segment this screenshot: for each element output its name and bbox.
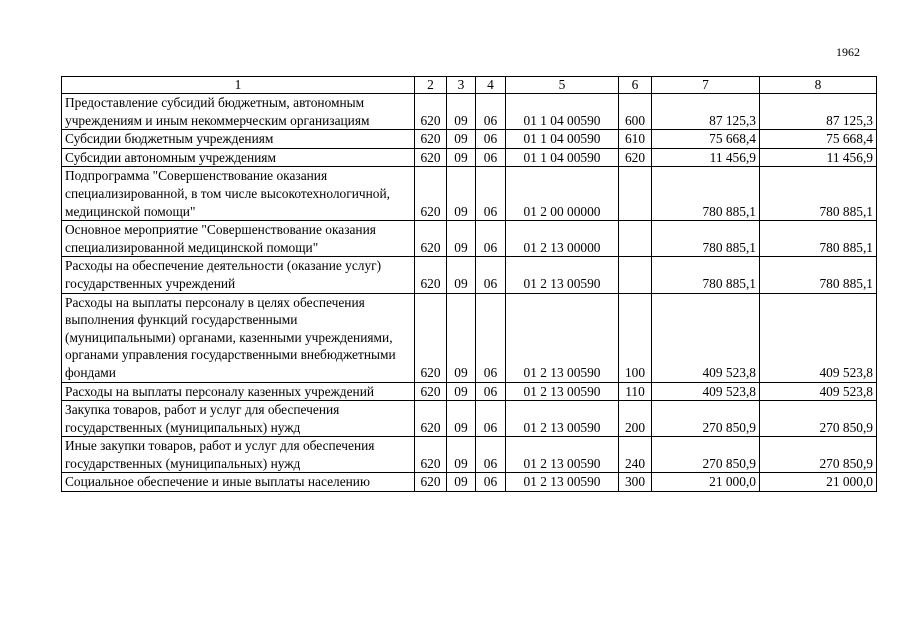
cell-col3: 09 [447, 94, 476, 130]
cell-col5: 01 2 13 00590 [506, 293, 619, 382]
cell-col4: 06 [476, 293, 506, 382]
row-name: Закупка товаров, работ и услуг для обеспечения государственных (муниципальных) нужд [62, 401, 415, 437]
cell-col6 [619, 167, 652, 221]
cell-col7: 780 885,1 [652, 167, 760, 221]
column-header: 8 [760, 77, 877, 94]
cell-col8: 780 885,1 [760, 257, 877, 293]
cell-col2: 620 [415, 473, 447, 492]
cell-col3: 09 [447, 167, 476, 221]
cell-col3: 09 [447, 257, 476, 293]
cell-col4: 06 [476, 130, 506, 149]
cell-col3: 09 [447, 293, 476, 382]
table-row [62, 221, 877, 257]
table-row [62, 473, 877, 492]
table-row [62, 130, 877, 149]
column-header: 4 [476, 77, 506, 94]
cell-col8: 409 523,8 [760, 293, 877, 382]
cell-col4: 06 [476, 167, 506, 221]
cell-col7: 270 850,9 [652, 401, 760, 437]
cell-col2: 620 [415, 437, 447, 473]
cell-col8: 87 125,3 [760, 94, 877, 130]
cell-col6: 240 [619, 437, 652, 473]
cell-col6: 200 [619, 401, 652, 437]
cell-col5: 01 2 13 00590 [506, 401, 619, 437]
row-name: Подпрограмма "Совершенствование оказания специализированной, в том числе высокотехнологичной, медицинской помощи" [62, 167, 415, 221]
cell-col8: 409 523,8 [760, 382, 877, 401]
table-row [62, 94, 877, 130]
cell-col7: 87 125,3 [652, 94, 760, 130]
cell-col7: 21 000,0 [652, 473, 760, 492]
cell-col8: 21 000,0 [760, 473, 877, 492]
cell-col6: 600 [619, 94, 652, 130]
cell-col3: 09 [447, 130, 476, 149]
cell-col3: 09 [447, 221, 476, 257]
row-name: Иные закупки товаров, работ и услуг для обеспечения государственных (муниципальных) нужд [62, 437, 415, 473]
cell-col8: 270 850,9 [760, 401, 877, 437]
cell-col7: 270 850,9 [652, 437, 760, 473]
cell-col2: 620 [415, 130, 447, 149]
cell-col5: 01 2 13 00000 [506, 221, 619, 257]
cell-col2: 620 [415, 148, 447, 167]
table-row [62, 148, 877, 167]
cell-col6: 610 [619, 130, 652, 149]
cell-col3: 09 [447, 473, 476, 492]
cell-col4: 06 [476, 221, 506, 257]
row-name: Расходы на выплаты персоналу казенных учреждений [62, 382, 415, 401]
cell-col3: 09 [447, 401, 476, 437]
cell-col7: 780 885,1 [652, 257, 760, 293]
cell-col8: 11 456,9 [760, 148, 877, 167]
cell-col4: 06 [476, 257, 506, 293]
column-header: 3 [447, 77, 476, 94]
row-name: Расходы на выплаты персоналу в целях обеспечения выполнения функций государственными (муниципальными) органами, казенными учреждениями, органами управления государственными внебюджетными фондами [62, 293, 415, 382]
cell-col5: 01 2 00 00000 [506, 167, 619, 221]
cell-col5: 01 1 04 00590 [506, 130, 619, 149]
cell-col5: 01 2 13 00590 [506, 437, 619, 473]
cell-col4: 06 [476, 382, 506, 401]
cell-col6: 110 [619, 382, 652, 401]
column-header: 2 [415, 77, 447, 94]
cell-col5: 01 1 04 00590 [506, 94, 619, 130]
cell-col8: 270 850,9 [760, 437, 877, 473]
cell-col5: 01 1 04 00590 [506, 148, 619, 167]
cell-col6: 300 [619, 473, 652, 492]
table-row [62, 167, 877, 221]
cell-col2: 620 [415, 401, 447, 437]
column-header: 1 [62, 77, 415, 94]
cell-col7: 11 456,9 [652, 148, 760, 167]
cell-col7: 75 668,4 [652, 130, 760, 149]
budget-table [61, 76, 877, 492]
column-header: 5 [506, 77, 619, 94]
cell-col3: 09 [447, 382, 476, 401]
cell-col2: 620 [415, 257, 447, 293]
page-number: 1962 [836, 45, 860, 59]
cell-col6 [619, 257, 652, 293]
cell-col7: 780 885,1 [652, 221, 760, 257]
table-row [62, 257, 877, 293]
cell-col4: 06 [476, 437, 506, 473]
column-header: 7 [652, 77, 760, 94]
cell-col3: 09 [447, 148, 476, 167]
cell-col7: 409 523,8 [652, 382, 760, 401]
table-header-row [62, 77, 877, 94]
cell-col4: 06 [476, 94, 506, 130]
cell-col2: 620 [415, 382, 447, 401]
cell-col4: 06 [476, 473, 506, 492]
cell-col6: 620 [619, 148, 652, 167]
row-name: Основное мероприятие "Совершенствование оказания специализированной медицинской помощи" [62, 221, 415, 257]
cell-col5: 01 2 13 00590 [506, 382, 619, 401]
cell-col7: 409 523,8 [652, 293, 760, 382]
row-name: Субсидии автономным учреждениям [62, 148, 415, 167]
cell-col2: 620 [415, 221, 447, 257]
cell-col8: 75 668,4 [760, 130, 877, 149]
cell-col2: 620 [415, 167, 447, 221]
row-name: Социальное обеспечение и иные выплаты населению [62, 473, 415, 492]
row-name: Предоставление субсидий бюджетным, автономным учреждениям и иным некоммерческим организациям [62, 94, 415, 130]
cell-col8: 780 885,1 [760, 167, 877, 221]
row-name: Расходы на обеспечение деятельности (оказание услуг) государственных учреждений [62, 257, 415, 293]
cell-col6: 100 [619, 293, 652, 382]
table-row [62, 293, 877, 382]
cell-col3: 09 [447, 437, 476, 473]
cell-col4: 06 [476, 148, 506, 167]
column-header: 6 [619, 77, 652, 94]
table-row [62, 401, 877, 437]
cell-col8: 780 885,1 [760, 221, 877, 257]
cell-col5: 01 2 13 00590 [506, 473, 619, 492]
table-row [62, 437, 877, 473]
cell-col4: 06 [476, 401, 506, 437]
table-row [62, 382, 877, 401]
cell-col6 [619, 221, 652, 257]
row-name: Субсидии бюджетным учреждениям [62, 130, 415, 149]
cell-col5: 01 2 13 00590 [506, 257, 619, 293]
cell-col2: 620 [415, 94, 447, 130]
cell-col2: 620 [415, 293, 447, 382]
